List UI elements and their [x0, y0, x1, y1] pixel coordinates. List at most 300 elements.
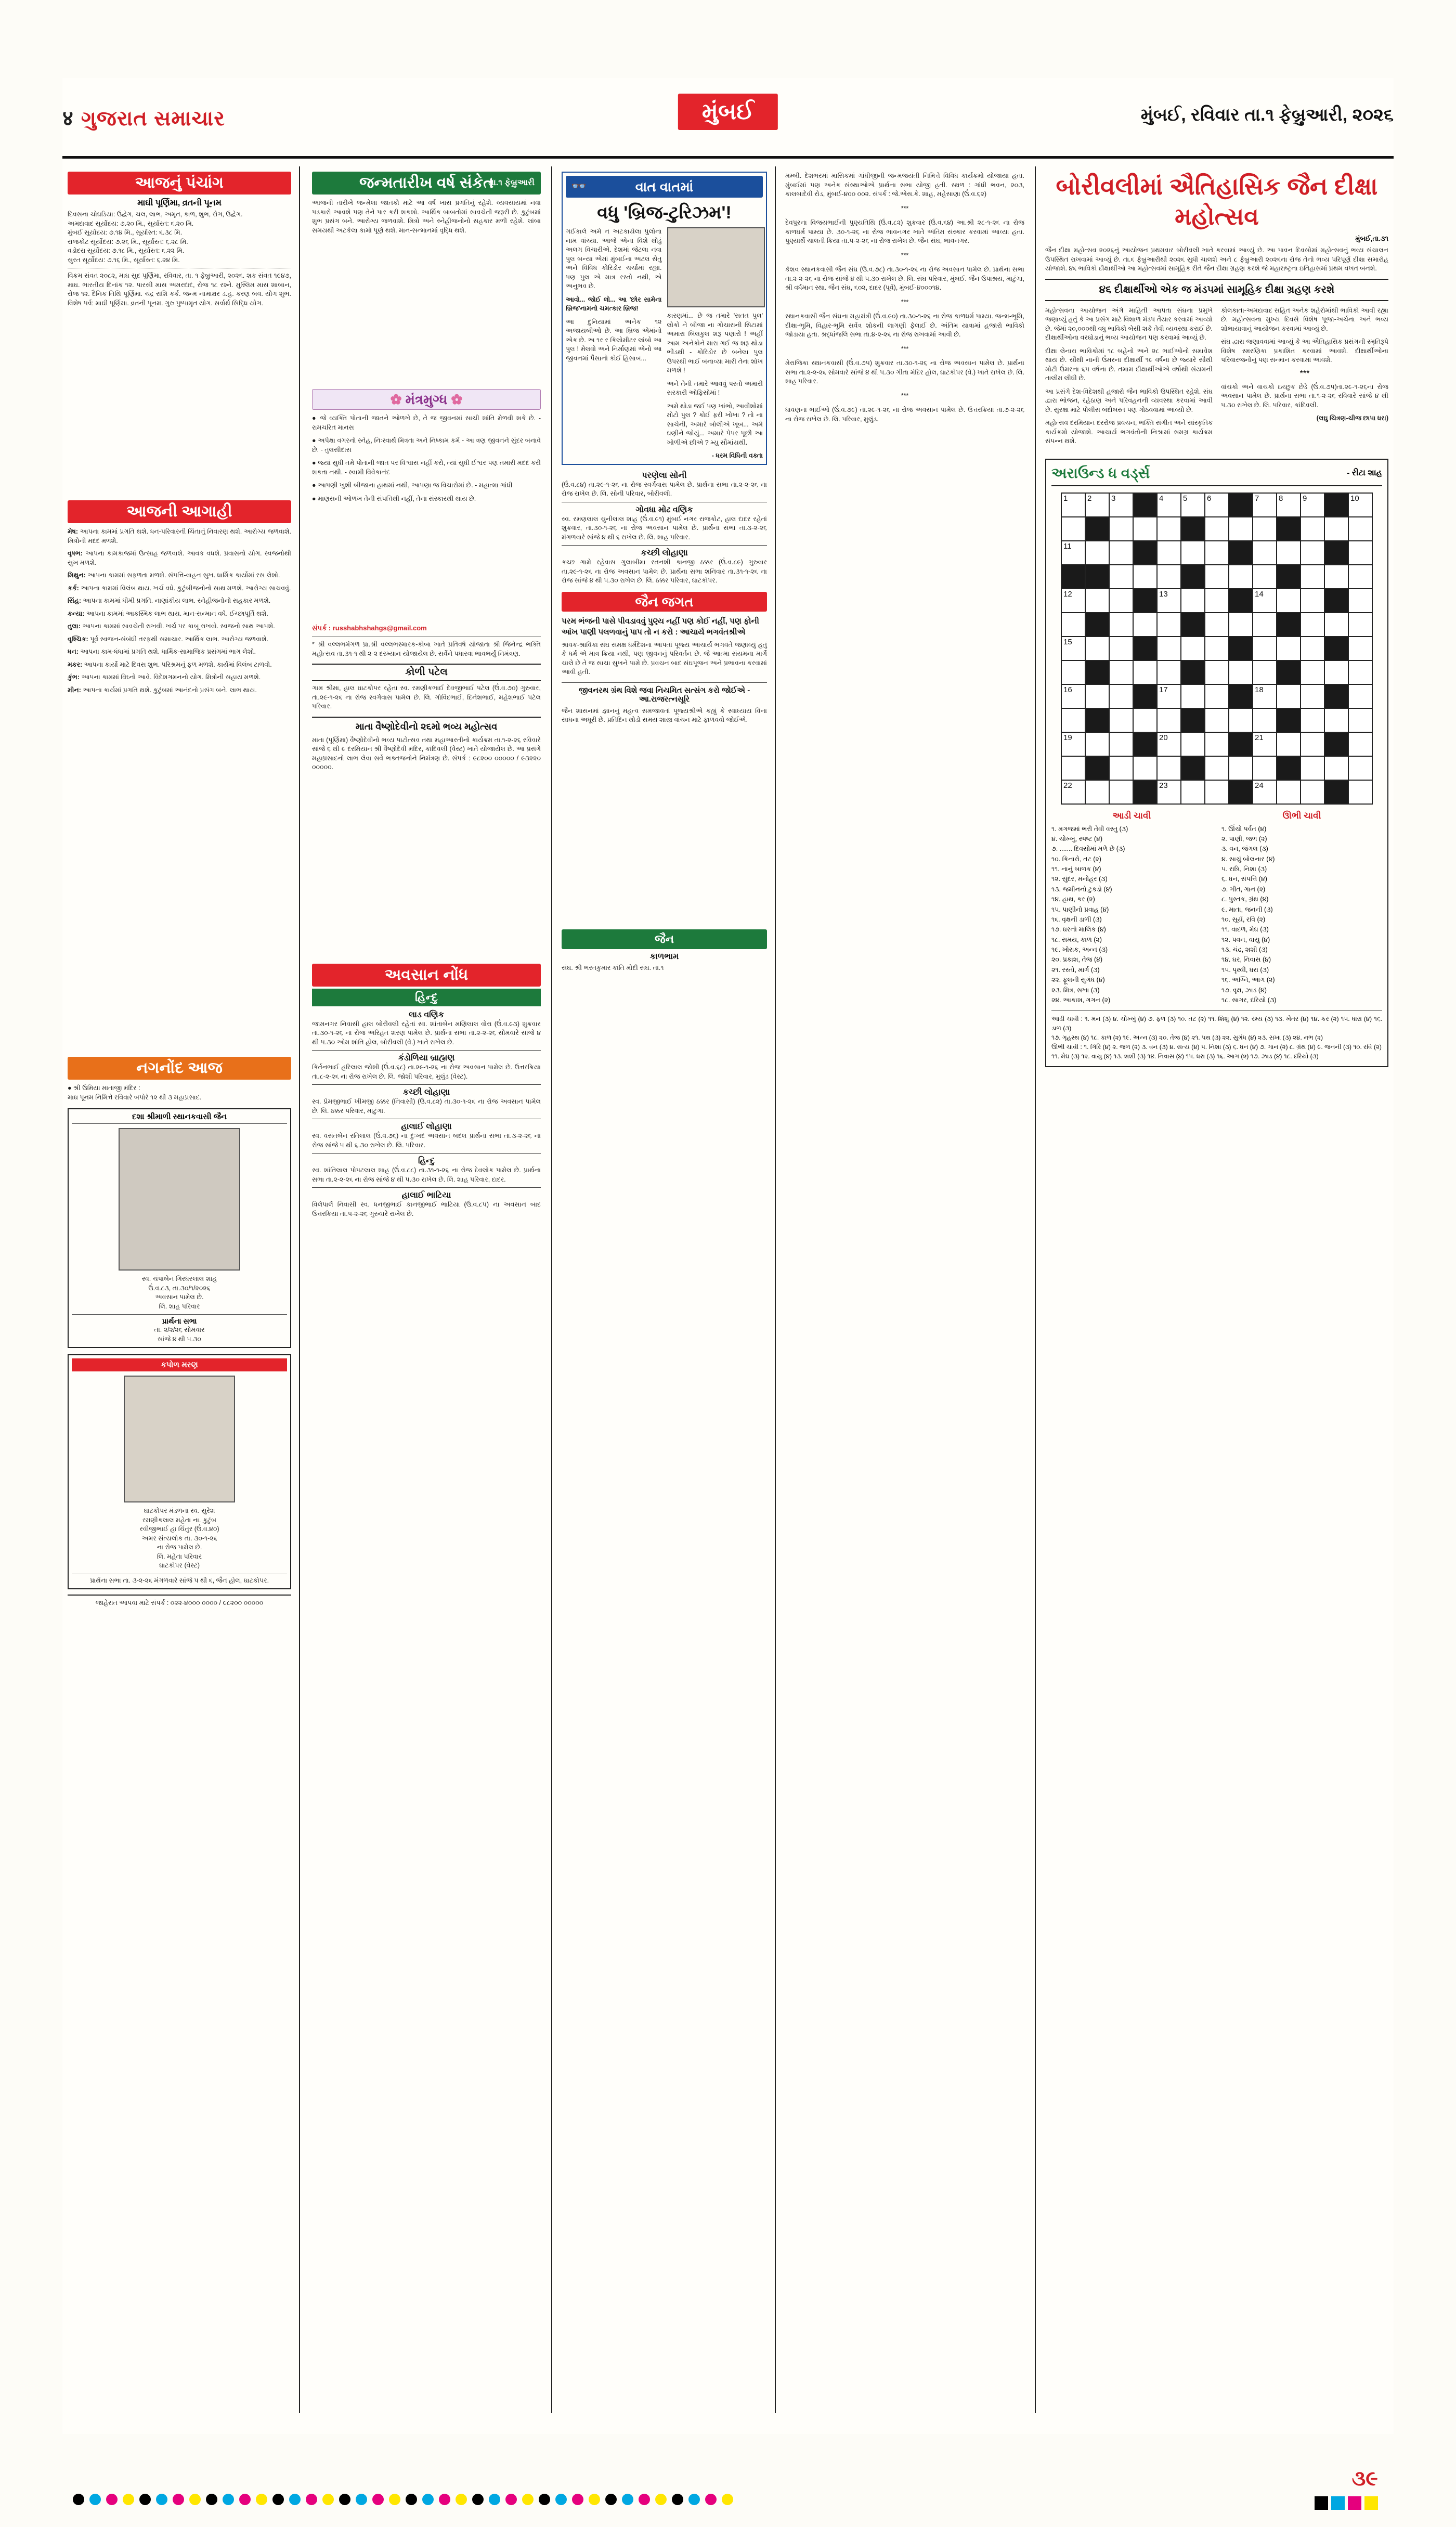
registration-dot	[439, 2494, 450, 2505]
crossword-cell[interactable]	[1062, 541, 1085, 564]
sign-text: આપના કામમાં પ્રગતિ થશે. ધન-પરિવારની ચિંતાનું નિવારણ થશે. આરોગ્ય જળવાશે. મિત્રોની મદદ મળશે.	[68, 528, 291, 545]
crossword-cell[interactable]	[1205, 613, 1228, 636]
today-banner: નગનોંદ આજ	[68, 1057, 291, 1080]
sign-name: કન્યા:	[68, 610, 85, 617]
obit-entry-text: કચ્છ ગામે રહેવાસ ગુલાબીમા રતનશી કાનજી ઠક્કર (ઉં.વ.૮૯) ગુરુવાર તા.૨૯-૧-૨૬ ના રોજ અવસાન પામેલ છે. પ્રાર્થના સભા શનિવાર તા.૩૧-૧-૨૬ ના રોજ સાંજે ૪ થી ૫.૩૦ રાખેલ છે. લિ. ઠક્કર પરિવાર, ઘાટકોપર.	[562, 559, 767, 584]
crossword-cell[interactable]	[1134, 613, 1156, 636]
crossword-cell[interactable]	[1205, 637, 1228, 660]
jain-sub-text: જૈન શાસનમાં જ્ઞાનનું મહત્વ સમજાવતાં પૂજ્યશ્રીએ કહ્યું કે સ્વાધ્યાય વિના સાધના અધૂરી છે. પ્રતિદિન થોડો સમય શાસ્ત્ર વાંચન માટે ફાળવવો જોઈએ.	[562, 707, 767, 723]
crossword-cell[interactable]	[1205, 494, 1228, 516]
crossword-cell[interactable]	[1205, 541, 1228, 564]
vaat-para: કારણમાં... છે જ તમારે 'સતત પુલ' લોકો ને બીજા ના ગોચારાની સિટામાં અમારા બિલકુલ શરૂ પણારો ! અહીં આમ અનેકોને મારા ગઈ જ શરૂ થોડા ભીડથી - કોરિડોર છે બનેલા પુલ ઉપરથી ભાઈ બનાવ્યા મારી તેના શોખ મળશે !	[667, 312, 763, 374]
birthdate-title: જન્મતારીખ વર્ષ સંકેત	[359, 174, 494, 191]
sign-text: આપના કામમાં વિઘ્નો આવે. વિદેશગમનનો યોગ. મિત્રોની સહાય મળશે.	[81, 673, 261, 681]
crossword-cell[interactable]	[1158, 685, 1180, 708]
obit-prayer-line: સાંજે ૪ થી ૫.૩૦	[158, 1335, 201, 1343]
crossword-cell[interactable]	[1229, 565, 1252, 588]
crossword-cell[interactable]	[1301, 733, 1324, 756]
crossword-cell[interactable]	[1158, 733, 1180, 756]
crossword-cell[interactable]	[1325, 709, 1348, 732]
crossword-cell[interactable]	[1158, 613, 1180, 636]
koli-patel-title: કોળી પટેલ	[312, 664, 541, 681]
crossword-cell[interactable]	[1277, 494, 1300, 516]
crossword-cell[interactable]	[1349, 613, 1372, 636]
crossword-cell[interactable]	[1062, 757, 1085, 780]
crossword-block	[1277, 517, 1300, 540]
crossword-block	[1229, 541, 1252, 564]
crossword-cell[interactable]	[1205, 781, 1228, 804]
obit-line: લિ. શાહ પરિવાર	[159, 1302, 200, 1310]
column-5	[1045, 172, 1388, 1067]
crossword-cell[interactable]	[1349, 685, 1372, 708]
separator-stars: ***	[901, 345, 909, 353]
crossword-cell[interactable]	[1205, 565, 1228, 588]
crossword-cell[interactable]	[1253, 661, 1276, 684]
obit-entry-text: સ્વ. પ્રેમજીભાઈ ખીમજી ઠક્કર (નિવાસી) (ઉં.વ.૮૨) તા.૩૦-૧-૨૬ ના રોજ અવસાન પામેલ છે. લિ. ઠક્કર પરિવાર, માટુંગા.	[312, 1098, 541, 1115]
crossword-cell[interactable]	[1062, 517, 1085, 540]
obit-line: ઘાટકોપર મંડળના સ્વ. સુરેશ	[144, 1507, 215, 1514]
crossword-cell[interactable]	[1158, 565, 1180, 588]
crossword-block	[1229, 685, 1252, 708]
crossword-block	[1181, 517, 1204, 540]
crossword-clue: ૫. રાત્રિ, નિશા (૩)	[1221, 865, 1267, 873]
crossword-cell[interactable]	[1062, 494, 1085, 516]
crossword-across	[1051, 811, 1212, 1006]
today-line: માઘ પૂનમ નિમિત્તે રવિવારે બપોરે ૧૨ થી ૩ મહાપ્રસાદ.	[68, 1093, 202, 1101]
crossword-cell[interactable]	[1086, 637, 1109, 660]
cmyk-swatch	[1348, 2496, 1361, 2510]
registration-dot	[605, 2494, 617, 2505]
registration-dot	[372, 2494, 384, 2505]
crossword-clue: ૧. મગજમાં ભરી તેવી વસ્તુ (૩)	[1051, 825, 1128, 833]
crossword-cell[interactable]	[1229, 661, 1252, 684]
crossword-cell[interactable]	[1277, 589, 1300, 612]
sign-name: સિંહ:	[68, 597, 82, 604]
crossword-block	[1229, 733, 1252, 756]
obit-entry-title: હિન્દુ	[418, 1157, 435, 1166]
crossword-cell[interactable]	[1158, 781, 1180, 804]
crossword-cell[interactable]	[1181, 494, 1204, 516]
crossword-cell[interactable]	[1253, 781, 1276, 804]
crossword-block	[1277, 661, 1300, 684]
obit-prayer-line: તા. ૨/૨/૨૬ સોમવાર	[154, 1326, 205, 1333]
crossword-cell[interactable]	[1062, 637, 1085, 660]
crossword-cell[interactable]	[1110, 565, 1133, 588]
crossword-cell[interactable]	[1110, 541, 1133, 564]
crossword-cell[interactable]	[1134, 517, 1156, 540]
column-2	[312, 172, 541, 1219]
crossword-cell[interactable]	[1110, 494, 1133, 516]
obit-entry-title: કંડોળિયા બ્રાહ્મણ	[398, 1054, 455, 1063]
sign-text: આપના કામકાજમાં ઉત્સાહ જળવાશે. આવક વધશે. પ્રવાસનો યોગ. સ્વજનોથી સુખ મળશે.	[68, 550, 291, 566]
crossword-cell[interactable]	[1062, 661, 1085, 684]
crossword-cell[interactable]	[1301, 685, 1324, 708]
crossword-cell[interactable]	[1349, 661, 1372, 684]
mantra-item: ● જ્યાં સુધી તમે પોતાની જાત પર વિશ્વાસ નહીં કરો, ત્યાં સુધી ઈશ્વર પણ તમારી મદદ કરી શકતા નથી. - સ્વામી વિવેકાનંદ	[312, 459, 541, 476]
crossword-cell[interactable]	[1253, 757, 1276, 780]
lead-para: મહોત્સવના આયોજન અંગે માહિતી આપતા સંઘના પ્રમુખે જણાવ્યું હતું કે આ પ્રસંગ માટે વિશાળ મંડપ તૈયાર કરવામાં આવ્યો છે. જેમાં ૨૦,૦૦૦થી વધુ ભાવિકો બેસી શકે તેવી વ્યવસ્થા કરાઈ છે. દીક્ષાર્થીઓના વરઘોડાનું ભવ્ય આયોજન પણ કરવામાં આવ્યું છે.	[1045, 306, 1213, 341]
lead-paragraph: જૈન દીક્ષા મહોત્સવ ૨૦૨૬નું આયોજન પ્રથમવાર બોરીવલી ખાતે કરવામાં આવ્યું છે. આ પાવન દિવસોમાં મહોત્સવનું ભવ્ય સંચાલન ઉપસ્થિત રાખવામાં આવ્યું છે. તા.૬ ફેબ્રુઆરીથી ૨૦૨૬ સુધી ચાલશે અને ૮ ફેબ્રુઆરી ૨૦૨૬ના રોજ તેનો ભવ્ય પરિપૂર્ણ દીક્ષા સમારોહ યોજાશે. ૪૬ ભાવિકો દીક્ષાર્થીઓ આ મહોત્સવમાં સામૂહિક રીતે જૈન દીક્ષા ગ્રહણ કરશે જે મહારાષ્ટ્રના ઇતિહાસમાં પ્રથમ વખત બનશે.	[1045, 247, 1388, 272]
crossword-cell[interactable]	[1349, 709, 1372, 732]
crossword-cell[interactable]	[1062, 733, 1085, 756]
registration-dot	[206, 2494, 217, 2505]
crossword-cell[interactable]	[1301, 709, 1324, 732]
registration-dot	[356, 2494, 367, 2505]
separator-stars: ***	[901, 392, 909, 399]
forecast-item	[68, 635, 291, 644]
crossword-cell[interactable]	[1205, 589, 1228, 612]
crossword-cell[interactable]	[1349, 589, 1372, 612]
crossword-cell[interactable]	[1110, 517, 1133, 540]
crossword-cell[interactable]	[1205, 709, 1228, 732]
crossword-cell[interactable]	[1134, 661, 1156, 684]
obit-entry-title: ગોવધા મોઢ વણિક	[635, 505, 693, 514]
lead-para: વાંચકો અને વાચકો ઇચ્છુક છેડે (ઉં.વ.૭૫)તા.૨૯-૧-૨૬ના રોજ અવસાન પામેલ છે. પ્રાર્થના સભા તા.૧-૨-૨૬ રવિવારે સાંજે ૪ થી ૫.૩૦ રાખેલ છે. લિ. પરિવાર, કાંદિવલી.	[1221, 383, 1388, 409]
crossword-cell[interactable]	[1301, 541, 1324, 564]
obit-entry-title: હાલાઈ લોહાણા	[401, 1122, 452, 1132]
koli-patel-text: ગામ શ્રીમા, હાલ ઘાટકોપર રહેતા સ્વ. રમણીકભાઈ દેવજીભાઈ પટેલ (ઉં.વ.૭૦) ગુરુવાર, તા.૨૯-૧-૨૬ ના રોજ સ્વર્ગવાસ પામેલ છે. લિ. ગોવિંદભાઈ, દિનેશભાઈ, મહેશભાઈ પટેલ પરિવાર.	[312, 684, 541, 710]
crossword-cell[interactable]	[1349, 637, 1372, 660]
obit-entry-title: હાલાઈ ભાટિયા	[401, 1191, 451, 1200]
crossword-cell[interactable]	[1325, 565, 1348, 588]
crossword-cell-number: 21	[1255, 733, 1264, 742]
crossword-cell[interactable]	[1229, 709, 1252, 732]
panchang-row: દિવસના ચોઘડિયા: ઉદ્વેગ, ચલ, લાભ, અમૃત, કાળ, શુભ, રોગ, ઉદ્વેગ.	[68, 211, 243, 218]
sign-text: પૂર્વ સ્વજન-સંબંધી તરફથી સમાચાર. આર્થિક લાભ. આરોગ્ય જળવાશે.	[90, 635, 269, 643]
crossword-cell[interactable]	[1110, 613, 1133, 636]
crossword-cell[interactable]	[1086, 541, 1109, 564]
crossword-cell[interactable]	[1277, 685, 1300, 708]
vaat-para: આ દુનિયામાં અનેક ૧૨ અજાયબીઓ છે. આ બ્રિજ એમાંનો એક છે. અ ૧ર ર કિલોમીટર લાંબો આ પુલ ! મેલવો અને નિર્માણમાં એનો આ જીવનમાં પૈસાનો કોઈ હિસાબ...	[566, 318, 662, 362]
lead-credit: (લઘુ ચિત્રણ-ચીજ છાપા ધરા)	[1316, 414, 1388, 422]
registration-dot	[123, 2494, 134, 2505]
crossword-answers	[1051, 1010, 1382, 1061]
crossword-cell[interactable]	[1205, 685, 1228, 708]
crossword-block	[1229, 781, 1252, 804]
crossword-clue: ૪. સાચું બોલનાર (૪)	[1221, 855, 1275, 863]
crossword-clue: ૧. ઊંચો પર્વત (૪)	[1221, 825, 1267, 833]
crossword-title: અરાઉન્ડ ધ વર્ડ્સ	[1051, 464, 1150, 481]
crossword-cell[interactable]	[1086, 781, 1109, 804]
crossword-cell[interactable]	[1158, 757, 1180, 780]
crossword-cell[interactable]	[1110, 733, 1133, 756]
across-list	[1051, 824, 1212, 1006]
column-4	[785, 172, 1024, 429]
crossword-clue: ૮. પુસ્તક, ગ્રંથ (૪)	[1221, 896, 1269, 903]
crossword-cell[interactable]	[1229, 757, 1252, 780]
crossword-clue: ૧૧. વાદળ, મેઘ (૩)	[1221, 926, 1269, 934]
crossword-cell[interactable]	[1325, 517, 1348, 540]
crossword-cell-number: 16	[1063, 685, 1072, 694]
crossword-cell[interactable]	[1134, 709, 1156, 732]
crossword-cell[interactable]	[1110, 757, 1133, 780]
crossword-cell-number: 15	[1063, 637, 1072, 646]
column-rule-2	[551, 166, 552, 2413]
crossword-header	[1051, 465, 1382, 486]
crossword-cell[interactable]	[1253, 637, 1276, 660]
sign-text: આપના કામમાં વિલંબ થાય. ખર્ચ વધે. કુટુંબીજનોનો સાથ મળશે. આરોગ્ય સાચવવું.	[81, 584, 291, 592]
separator-stars: ***	[901, 298, 909, 306]
crossword-cell[interactable]	[1301, 517, 1324, 540]
crossword-cell[interactable]	[1253, 613, 1276, 636]
panchang-body: વિક્રમ સંવત ૨૦૮૨, માઘ સુદ પૂર્ણિમા, રવિવાર, તા. ૧ ફેબ્રુઆરી, ૨૦૨૬. શક સંવત ૧૯૪૭, માઘ. ભારતીય દિનાંક ૧૨. પારસી માસ અમરદાદ, રોજ ૧૮ રશ્ને. મુસ્લિમ માસ શાબાન, રોજ ૧૨. દૈનિક તિથિ પૂર્ણિમા. ચંદ્ર રાશિ કર્ક. જન્મ નામાક્ષર ડ.હ. કરણ બવ. યોગ શુભ. વિશેષ પર્વ: માઘી પૂર્ણિમા. વ્રતની પૂનમ. ગુરુ પુષ્પામૃત યોગ. સર્વાર્થ સિદ્ધિ યોગ.	[68, 272, 291, 307]
crossword-cell-number: 7	[1255, 494, 1259, 503]
crossword-cell[interactable]	[1229, 613, 1252, 636]
answer-line: આડી ચાવી : ૧. મન (૩) ૪. ચોખ્ખું (૪) ૭. ફળ (૩) ૧૦. તટ (૨) ૧૧. શિશુ (૪) ૧૨. રમ્ય (૩) ૧૩. ખેતર (૪) ૧૪. કર (૨) ૧૫. ધારા (૪) ૧૬. ડાળ (૩)	[1051, 1015, 1382, 1032]
crossword-cell[interactable]	[1253, 494, 1276, 516]
sign-name: મેષ:	[68, 528, 78, 535]
crossword-cell[interactable]	[1301, 661, 1324, 684]
crossword-clue: ૨૨. ફૂલની સુગંધ (૪)	[1051, 976, 1105, 984]
crossword-cell[interactable]	[1158, 637, 1180, 660]
crossword-cell[interactable]	[1158, 541, 1180, 564]
crossword-block	[1134, 494, 1156, 516]
crossword-cell[interactable]	[1301, 613, 1324, 636]
crossword-clue: ૬. ધન, સંપત્તિ (૪)	[1221, 875, 1267, 883]
crossword-cell[interactable]	[1253, 541, 1276, 564]
registration-dot	[239, 2494, 251, 2505]
crossword-cell[interactable]	[1110, 781, 1133, 804]
crossword-cell[interactable]	[1110, 709, 1133, 732]
crossword-cell-number: 13	[1159, 589, 1168, 599]
ad-contact-note: જાહેરાત આપવા માટે સંપર્ક : ૦૨૨-૪૦૦૦ ૦૦૦૦ / ૯૮૨૦૦ ૦૦૦૦૦	[68, 1595, 291, 1608]
column-rule-1	[299, 166, 300, 2413]
contact-label: સંપર્ક :	[312, 624, 331, 632]
crossword-cell[interactable]	[1086, 494, 1109, 516]
crossword-cell[interactable]	[1110, 637, 1133, 660]
jain-jagat-banner: જૈન જગત	[562, 592, 767, 612]
flower-icon: ✿	[451, 392, 463, 407]
crossword-block	[1277, 709, 1300, 732]
col4-para: મેરાજિકા સ્થાનકવાસી (ઉં.વ.૭૫) શુક્રવાર તા.૩૦-૧-૨૬ ના રોજ અવસાન પામેલ છે. પ્રાર્થના સભા તા.૨-૨-૨૬ સોમવારે સાંજે ૪ થી ૫.૩૦ ગીતા મંદિર હોલ, ઘાટકોપર (વે.) ખાતે રાખેલ છે. લિ. શાહ પરિવાર.	[785, 359, 1024, 385]
panchang-row: મુંબઈ સૂર્યોદય: ૭.૧૪ મિ., સૂર્યાસ્ત: ૬.૩૮ મિ.	[68, 229, 183, 236]
sign-text: આપના કામમાં સફળતા મળશે. સંપત્તિ-વાહન સુખ. ધાર્મિક કાર્યોમાં રસ લેશો.	[87, 572, 280, 579]
lead-body-col-1	[1045, 306, 1213, 450]
obit-details-1	[72, 1275, 287, 1311]
crossword-cell[interactable]	[1349, 565, 1372, 588]
registration-dot	[173, 2494, 184, 2505]
crossword-clue: ૧૫. પાણીનો પ્રવાહ (૪)	[1051, 905, 1109, 913]
registration-dot	[456, 2494, 467, 2505]
vaat-headline: વધુ 'બ્રિજ-ટુરિઝમ'!	[597, 203, 732, 223]
crossword-cell[interactable]	[1229, 517, 1252, 540]
divider	[312, 1050, 541, 1051]
sign-text: આપના કાર્યો માટે દિવસ શુભ. પરિશ્રમનું ફળ મળશે. કાર્યમાં વિલંબ ટાળવો.	[84, 660, 272, 668]
column-rule-4	[1035, 166, 1036, 2413]
crossword-clue: ૧૦. સૂર્ય, રવિ (૨)	[1221, 915, 1266, 923]
crossword-clue: ૧૨. પવન, વાયુ (૪)	[1221, 936, 1270, 943]
crossword-cell[interactable]	[1349, 517, 1372, 540]
crossword-block	[1229, 637, 1252, 660]
crossword-cell[interactable]	[1253, 685, 1276, 708]
crossword-cell[interactable]	[1325, 661, 1348, 684]
crossword-cell[interactable]	[1062, 589, 1085, 612]
obit-entry-title: લાડ વણિક	[408, 1010, 445, 1019]
crossword-cell[interactable]	[1158, 517, 1180, 540]
crossword-clue: ૯. માતા, જનની (૩)	[1221, 905, 1273, 913]
answer-line: ઊભી ચાવી : ૧. ગિરિ (૪) ૨. જળ (૨) ૩. વન (૩) ૪. સત્ય (૪) ૫. નિશા (૩) ૬. ધન (૪) ૭. ગાન (૨) ૮. ગ્રંથ (૪) ૯. જનની (૩) ૧૦. રવિ (૨)	[1051, 1043, 1382, 1051]
crossword-block	[1134, 685, 1156, 708]
crossword-cell[interactable]	[1301, 757, 1324, 780]
crossword-cell[interactable]	[1181, 637, 1204, 660]
crossword-cell[interactable]	[1110, 661, 1133, 684]
crossword-cell[interactable]	[1062, 781, 1085, 804]
crossword-cell[interactable]	[1253, 709, 1276, 732]
crossword-cell[interactable]	[1086, 685, 1109, 708]
crossword-cell[interactable]	[1086, 733, 1109, 756]
crossword-cell[interactable]	[1181, 685, 1204, 708]
divider	[312, 1187, 541, 1188]
crossword-cell[interactable]	[1253, 565, 1276, 588]
registration-dot	[306, 2494, 317, 2505]
crossword-cell[interactable]	[1349, 494, 1372, 516]
jain-banner-2: જૈન	[562, 929, 767, 949]
registration-dot	[89, 2494, 101, 2505]
crossword-cell[interactable]	[1349, 781, 1372, 804]
obituary-banner: અવસાન નોંધ	[312, 964, 541, 987]
registration-dot	[555, 2494, 567, 2505]
panchang-row: સુરત સૂર્યોદય: ૭.૧૬ મિ., સૂર્યાસ્ત: ૬.૨૪ મિ.	[68, 256, 180, 264]
sign-text: આપના કામ-ધંધામાં પ્રગતિ થશે. ધાર્મિક-સામાજિક પ્રસંગમાં ભાગ લેશો.	[80, 648, 256, 655]
crossword-cell[interactable]	[1349, 541, 1372, 564]
crossword-cell[interactable]	[1134, 757, 1156, 780]
column-1	[68, 172, 291, 1608]
crossword-cell[interactable]	[1253, 517, 1276, 540]
crossword-cell[interactable]	[1110, 685, 1133, 708]
crossword-cell[interactable]	[1134, 565, 1156, 588]
crossword-clue: ૨૩. મિત્ર, સખા (૩)	[1051, 986, 1100, 994]
registration-dot	[322, 2494, 334, 2505]
cmyk-swatch	[1364, 2496, 1378, 2510]
vaat-banner	[566, 176, 763, 198]
crossword-cell[interactable]	[1205, 517, 1228, 540]
separator-stars: ***	[901, 204, 909, 212]
answer-line: ૧૧. મેઘ (૩) ૧૨. વાયુ (૪) ૧૩. શશી (૩) ૧૪. નિવાસ (૪) ૧૫. ધરા (૩) ૧૬. આગ (૨) ૧૭. ઝાડ (૪) ૧૮. દરિયો (૩)	[1051, 1053, 1319, 1060]
mantra-title: મંત્રમુગ્ધ	[405, 392, 448, 407]
crossword-cell[interactable]	[1301, 589, 1324, 612]
mantra-list	[312, 414, 541, 622]
crossword-box	[1045, 459, 1388, 1068]
obit-entry	[312, 1010, 541, 1047]
crossword-cell[interactable]	[1277, 733, 1300, 756]
crossword-block	[1277, 757, 1300, 780]
crossword-cell[interactable]	[1158, 589, 1180, 612]
sign-name: કુંભ:	[68, 673, 80, 681]
registration-dot	[256, 2494, 267, 2505]
crossword-cell[interactable]	[1062, 613, 1085, 636]
registration-dot	[622, 2494, 633, 2505]
vaat-credit: - ધરમ વિધિની વક્તા	[711, 452, 763, 459]
panchang-subtitle: માઘી પૂર્ણિમા, વ્રતની પૂનમ	[137, 199, 222, 208]
vaat-vaatma-box	[562, 172, 767, 465]
forecast-list	[68, 527, 291, 1053]
crossword-block	[1181, 757, 1204, 780]
crossword-cell[interactable]	[1325, 757, 1348, 780]
crossword-grid[interactable]	[1061, 493, 1373, 805]
crossword-cell[interactable]	[1181, 733, 1204, 756]
crossword-clue: ૭. ....... દિવસોમાં મળે છે (૩)	[1051, 845, 1125, 853]
obit-line: સ્વ. ચંપાબેન ગિરધરલાલ શાહ	[141, 1275, 217, 1282]
separator-stars: ***	[901, 251, 909, 259]
crossword-cell[interactable]	[1277, 781, 1300, 804]
crossword-cell[interactable]	[1325, 613, 1348, 636]
crossword-clue: ૧૮. સાગર, દરિયો (૩)	[1221, 996, 1277, 1004]
crossword-cell[interactable]	[1253, 733, 1276, 756]
crossword-cell[interactable]	[1181, 589, 1204, 612]
forecast-banner: આજની આગાહી	[68, 500, 291, 523]
crossword-cell[interactable]	[1205, 661, 1228, 684]
crossword-cell[interactable]	[1205, 733, 1228, 756]
crossword-cell[interactable]	[1301, 565, 1324, 588]
obit-line: રમણીકલાલ મહેતા ના. કુટુંબ	[142, 1516, 217, 1524]
forecast-item	[68, 660, 291, 670]
crossword-cell[interactable]	[1253, 589, 1276, 612]
crossword-cell[interactable]	[1158, 661, 1180, 684]
obit-entry	[312, 1054, 541, 1081]
registration-dot	[639, 2494, 650, 2505]
sign-text: આપના કાર્યમાં પ્રગતિ થશે. કુટુંબમાં આનંદનો પ્રસંગ બને. લાભ થાય.	[83, 686, 257, 694]
crossword-cell[interactable]	[1062, 709, 1085, 732]
contact-email[interactable]: russhabhshahgs@gmail.com	[332, 624, 427, 632]
obit-entry-title: પરણેલા સોની	[642, 471, 687, 480]
crossword-cell[interactable]	[1086, 589, 1109, 612]
crossword-block	[1325, 589, 1348, 612]
crossword-block	[1325, 733, 1348, 756]
obit-line: અમર સંત્યલોક તા. ૩૦-૧-૨૬	[141, 1534, 217, 1542]
registration-dot	[406, 2494, 417, 2505]
crossword-cell[interactable]	[1349, 733, 1372, 756]
crossword-block	[1325, 781, 1348, 804]
crossword-cell[interactable]	[1349, 757, 1372, 780]
crossword-clue: ૨૧. રસ્તો, માર્ગ (૩)	[1051, 966, 1100, 974]
crossword-cell[interactable]	[1062, 685, 1085, 708]
crossword-clue: ૧૬. વૃક્ષની ડાળી (૩)	[1051, 915, 1102, 923]
divider	[312, 1084, 541, 1085]
crossword-block	[1229, 494, 1252, 516]
crossword-cell[interactable]	[1158, 494, 1180, 516]
obit-note-2: પ્રાર્થના સભા તા. ૩-૨-૨૬ મંગળવારે સાંજે ૫ થી ૬, જૈન હોલ, ઘાટકોપર.	[72, 1574, 287, 1586]
crossword-cell[interactable]	[1110, 589, 1133, 612]
crossword-cell[interactable]	[1181, 541, 1204, 564]
crossword-cell[interactable]	[1181, 781, 1204, 804]
crossword-block	[1134, 589, 1156, 612]
crossword-block	[1181, 661, 1204, 684]
registration-dot	[73, 2494, 84, 2505]
sign-text: આપના કામમાં ધીમી પ્રગતિ. નાણાંકીય લાભ. સ્નેહીજનોનો સહકાર મળશે.	[83, 597, 271, 604]
crossword-author: - રીટા શાહ	[1347, 469, 1382, 477]
edition-badge: મુંબઈ	[678, 94, 778, 130]
crossword-clue: ૧૩. ચંદ્ર, શશી (૩)	[1221, 946, 1268, 953]
crossword-cell[interactable]	[1301, 494, 1324, 516]
page-number-bottom: ૩૯	[1351, 2467, 1378, 2490]
panchang-row: વડોદરા સૂર્યોદય: ૭.૧૮ મિ., સૂર્યાસ્ત: ૬.૨૨ મિ.	[68, 247, 185, 254]
crossword-cell[interactable]	[1205, 757, 1228, 780]
crossword-cell[interactable]	[1277, 637, 1300, 660]
crossword-cell[interactable]	[1301, 637, 1324, 660]
answer-line: ૧૭. ગૃહસ્થ (૪) ૧૮. કાળ (૨) ૧૯. અન્ન (૩) ૨૦. તેજ (૪) ૨૧. પથ (૩) ૨૨. સુગંધ (૪) ૨૩. સખા (૩) ૨૪. નભ (૨)	[1051, 1034, 1323, 1042]
sign-name: મિથુન:	[68, 572, 86, 579]
crossword-cell[interactable]	[1158, 709, 1180, 732]
crossword-block	[1086, 613, 1109, 636]
jain-text: શ્રાવક-શ્રાવિકા સંઘ સમક્ષ ધર્મદેશના આપતાં પૂજ્ય આચાર્ય ભગવંતે જણાવ્યું હતું કે ધર્મ એ માત્ર ક્રિયા નથી, પણ જીવનનું પરિવર્તન છે. જે આત્મા સંયમના માર્ગે ચાલે છે તે જ સાચા સુખને પામે છે. પ્રવચન બાદ સંઘપૂજન અને પ્રભાવના કરવામાં આવી હતી.	[562, 641, 767, 676]
obit-list	[312, 1010, 541, 1219]
birthdate-banner	[312, 172, 541, 195]
crossword-cell[interactable]	[1277, 541, 1300, 564]
crossword-cell[interactable]	[1301, 781, 1324, 804]
masthead-dateline: મુંબઈ, રવિવાર તા.૧ ફેબ્રુઆરી, ૨૦૨૬	[1140, 105, 1394, 125]
lead-body-col-2	[1221, 306, 1388, 450]
obit-line: રવીજીભાઈ હા ચિંતુર (ઉં.વ.૪૦)	[139, 1525, 219, 1533]
